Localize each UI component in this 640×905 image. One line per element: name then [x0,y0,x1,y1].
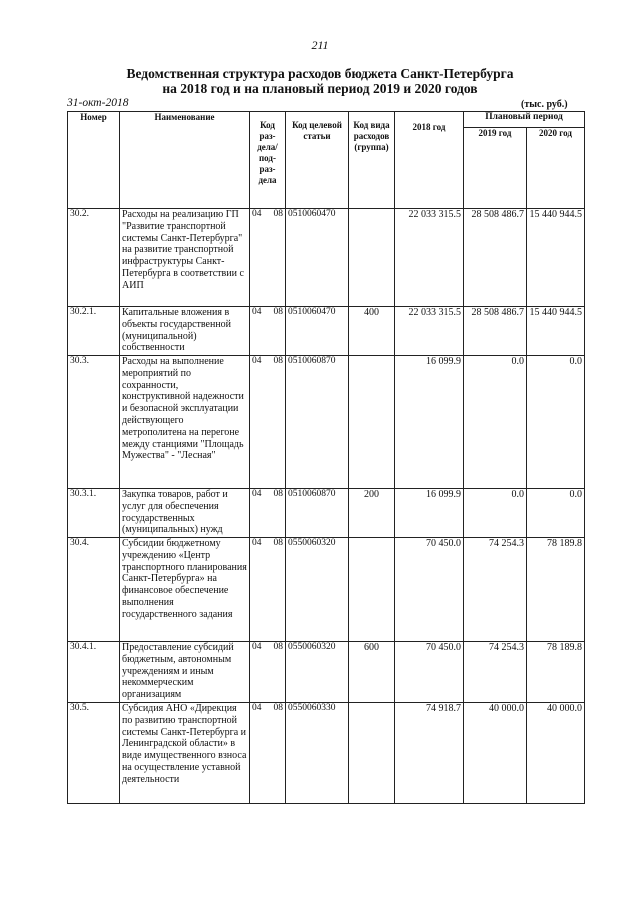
row-name: Предоставление субсидий бюджетным, автономным учреждениям и иным некоммерческим организациям [120,642,250,703]
page-number: 211 [311,38,329,52]
row-value-2018: 70 450.0 [395,538,464,642]
table-row [68,703,585,804]
row-section-code [250,356,286,489]
section-code: 04 [252,356,262,366]
row-number: 30.4. [68,538,120,642]
row-number: 30.4.1. [68,642,120,703]
row-name: Субсидии бюджетному учреждению «Центр транспортного планирования Санкт-Петербурга» на финансовое обеспечение выполнения государственного задания [120,538,250,642]
subsection-code: 08 [273,307,283,317]
row-name: Капитальные вложения в объекты государственной (муниципальной) собственности [120,307,250,356]
table-row [68,356,585,489]
section-code: 04 [252,538,262,548]
row-section-code [250,307,286,356]
subsection-code: 08 [273,703,283,713]
row-value-2020: 78 189.8 [527,538,585,642]
header-2018: 2018 год [395,112,464,209]
row-article-code: 0550060330 [286,703,349,804]
units-label: (тыс. руб.) [521,99,568,110]
row-article-code: 0510060470 [286,307,349,356]
row-article-code: 0510060870 [286,356,349,489]
row-expense-type [349,209,395,307]
row-expense-type [349,703,395,804]
table-row [68,489,585,538]
subsection-code: 08 [273,538,283,548]
section-code: 04 [252,307,262,317]
row-value-2019: 40 000.0 [464,703,527,804]
document-date: 31-окт-2018 [67,97,129,109]
row-value-2019: 0.0 [464,356,527,489]
row-value-2018: 74 918.7 [395,703,464,804]
table-row [68,642,585,703]
table-row [68,307,585,356]
subsection-code: 08 [273,489,283,499]
row-article-code: 0510060870 [286,489,349,538]
header-number: Номер [68,112,120,209]
subsection-code: 08 [273,356,283,366]
table-row [68,538,585,642]
document-title [0,66,640,96]
title-line-2: на 2018 год и на плановый период 2019 и 2020 годов [162,81,478,96]
subsection-code: 08 [273,209,283,219]
row-value-2018: 16 099.9 [395,356,464,489]
row-expense-type: 400 [349,307,395,356]
section-code: 04 [252,703,262,713]
row-value-2019: 0.0 [464,489,527,538]
row-expense-type: 200 [349,489,395,538]
row-article-code: 0510060470 [286,209,349,307]
header-row-1 [68,112,585,128]
row-expense-type [349,538,395,642]
section-code: 04 [252,209,262,219]
row-value-2020: 0.0 [527,489,585,538]
row-expense-type: 600 [349,642,395,703]
row-value-2020: 78 189.8 [527,642,585,703]
row-expense-type [349,356,395,489]
header-2019: 2019 год [464,128,527,209]
title-line-1: Ведомственная структура расходов бюджета Санкт-Петербурга [126,66,514,81]
row-value-2019: 74 254.3 [464,642,527,703]
row-section-code [250,209,286,307]
row-number: 30.2. [68,209,120,307]
row-value-2018: 16 099.9 [395,489,464,538]
budget-table [67,111,585,804]
row-section-code [250,538,286,642]
row-name: Закупка товаров, работ и услуг для обеспечения государственных (муниципальных) нужд [120,489,250,538]
row-value-2019: 74 254.3 [464,538,527,642]
header-planned-period: Плановый период [464,112,585,128]
header-section-code: Код раз-дела/ под-раз-дела [250,112,286,209]
row-number: 30.3. [68,356,120,489]
row-value-2018: 22 033 315.5 [395,209,464,307]
row-article-code: 0550060320 [286,642,349,703]
row-value-2019: 28 508 486.7 [464,209,527,307]
section-code: 04 [252,642,262,652]
header-2020: 2020 год [527,128,585,209]
row-value-2020: 15 440 944.5 [527,307,585,356]
row-value-2019: 28 508 486.7 [464,307,527,356]
row-value-2020: 0.0 [527,356,585,489]
row-section-code [250,642,286,703]
row-number: 30.2.1. [68,307,120,356]
section-code: 04 [252,489,262,499]
row-name: Расходы на реализацию ГП "Развитие транспортной системы Санкт-Петербурга" на развитие транспортной инфраструктуры Санкт-Петербурга в соответствии с АИП [120,209,250,307]
subsection-code: 08 [273,642,283,652]
row-value-2018: 22 033 315.5 [395,307,464,356]
row-name: Расходы на выполнение мероприятий по сохранности, конструктивной надежности и безопасной эксплуатации действующего метрополитена на перегоне между станциями "Площадь Мужества" - "Лесная" [120,356,250,489]
row-number: 30.5. [68,703,120,804]
header-name: Наименование [120,112,250,209]
row-value-2020: 15 440 944.5 [527,209,585,307]
table-row [68,209,585,307]
row-section-code [250,489,286,538]
row-section-code [250,703,286,804]
row-value-2018: 70 450.0 [395,642,464,703]
header-expense-type-code: Код вида расходов (группа) [349,112,395,209]
header-article-code: Код целевой статьи [286,112,349,209]
row-name: Субсидия АНО «Дирекция по развитию транспортной системы Санкт-Петербурга и Ленинградской области» в виде имущественного взноса на осуществление уставной деятельности [120,703,250,804]
row-value-2020: 40 000.0 [527,703,585,804]
row-article-code: 0550060320 [286,538,349,642]
row-number: 30.3.1. [68,489,120,538]
